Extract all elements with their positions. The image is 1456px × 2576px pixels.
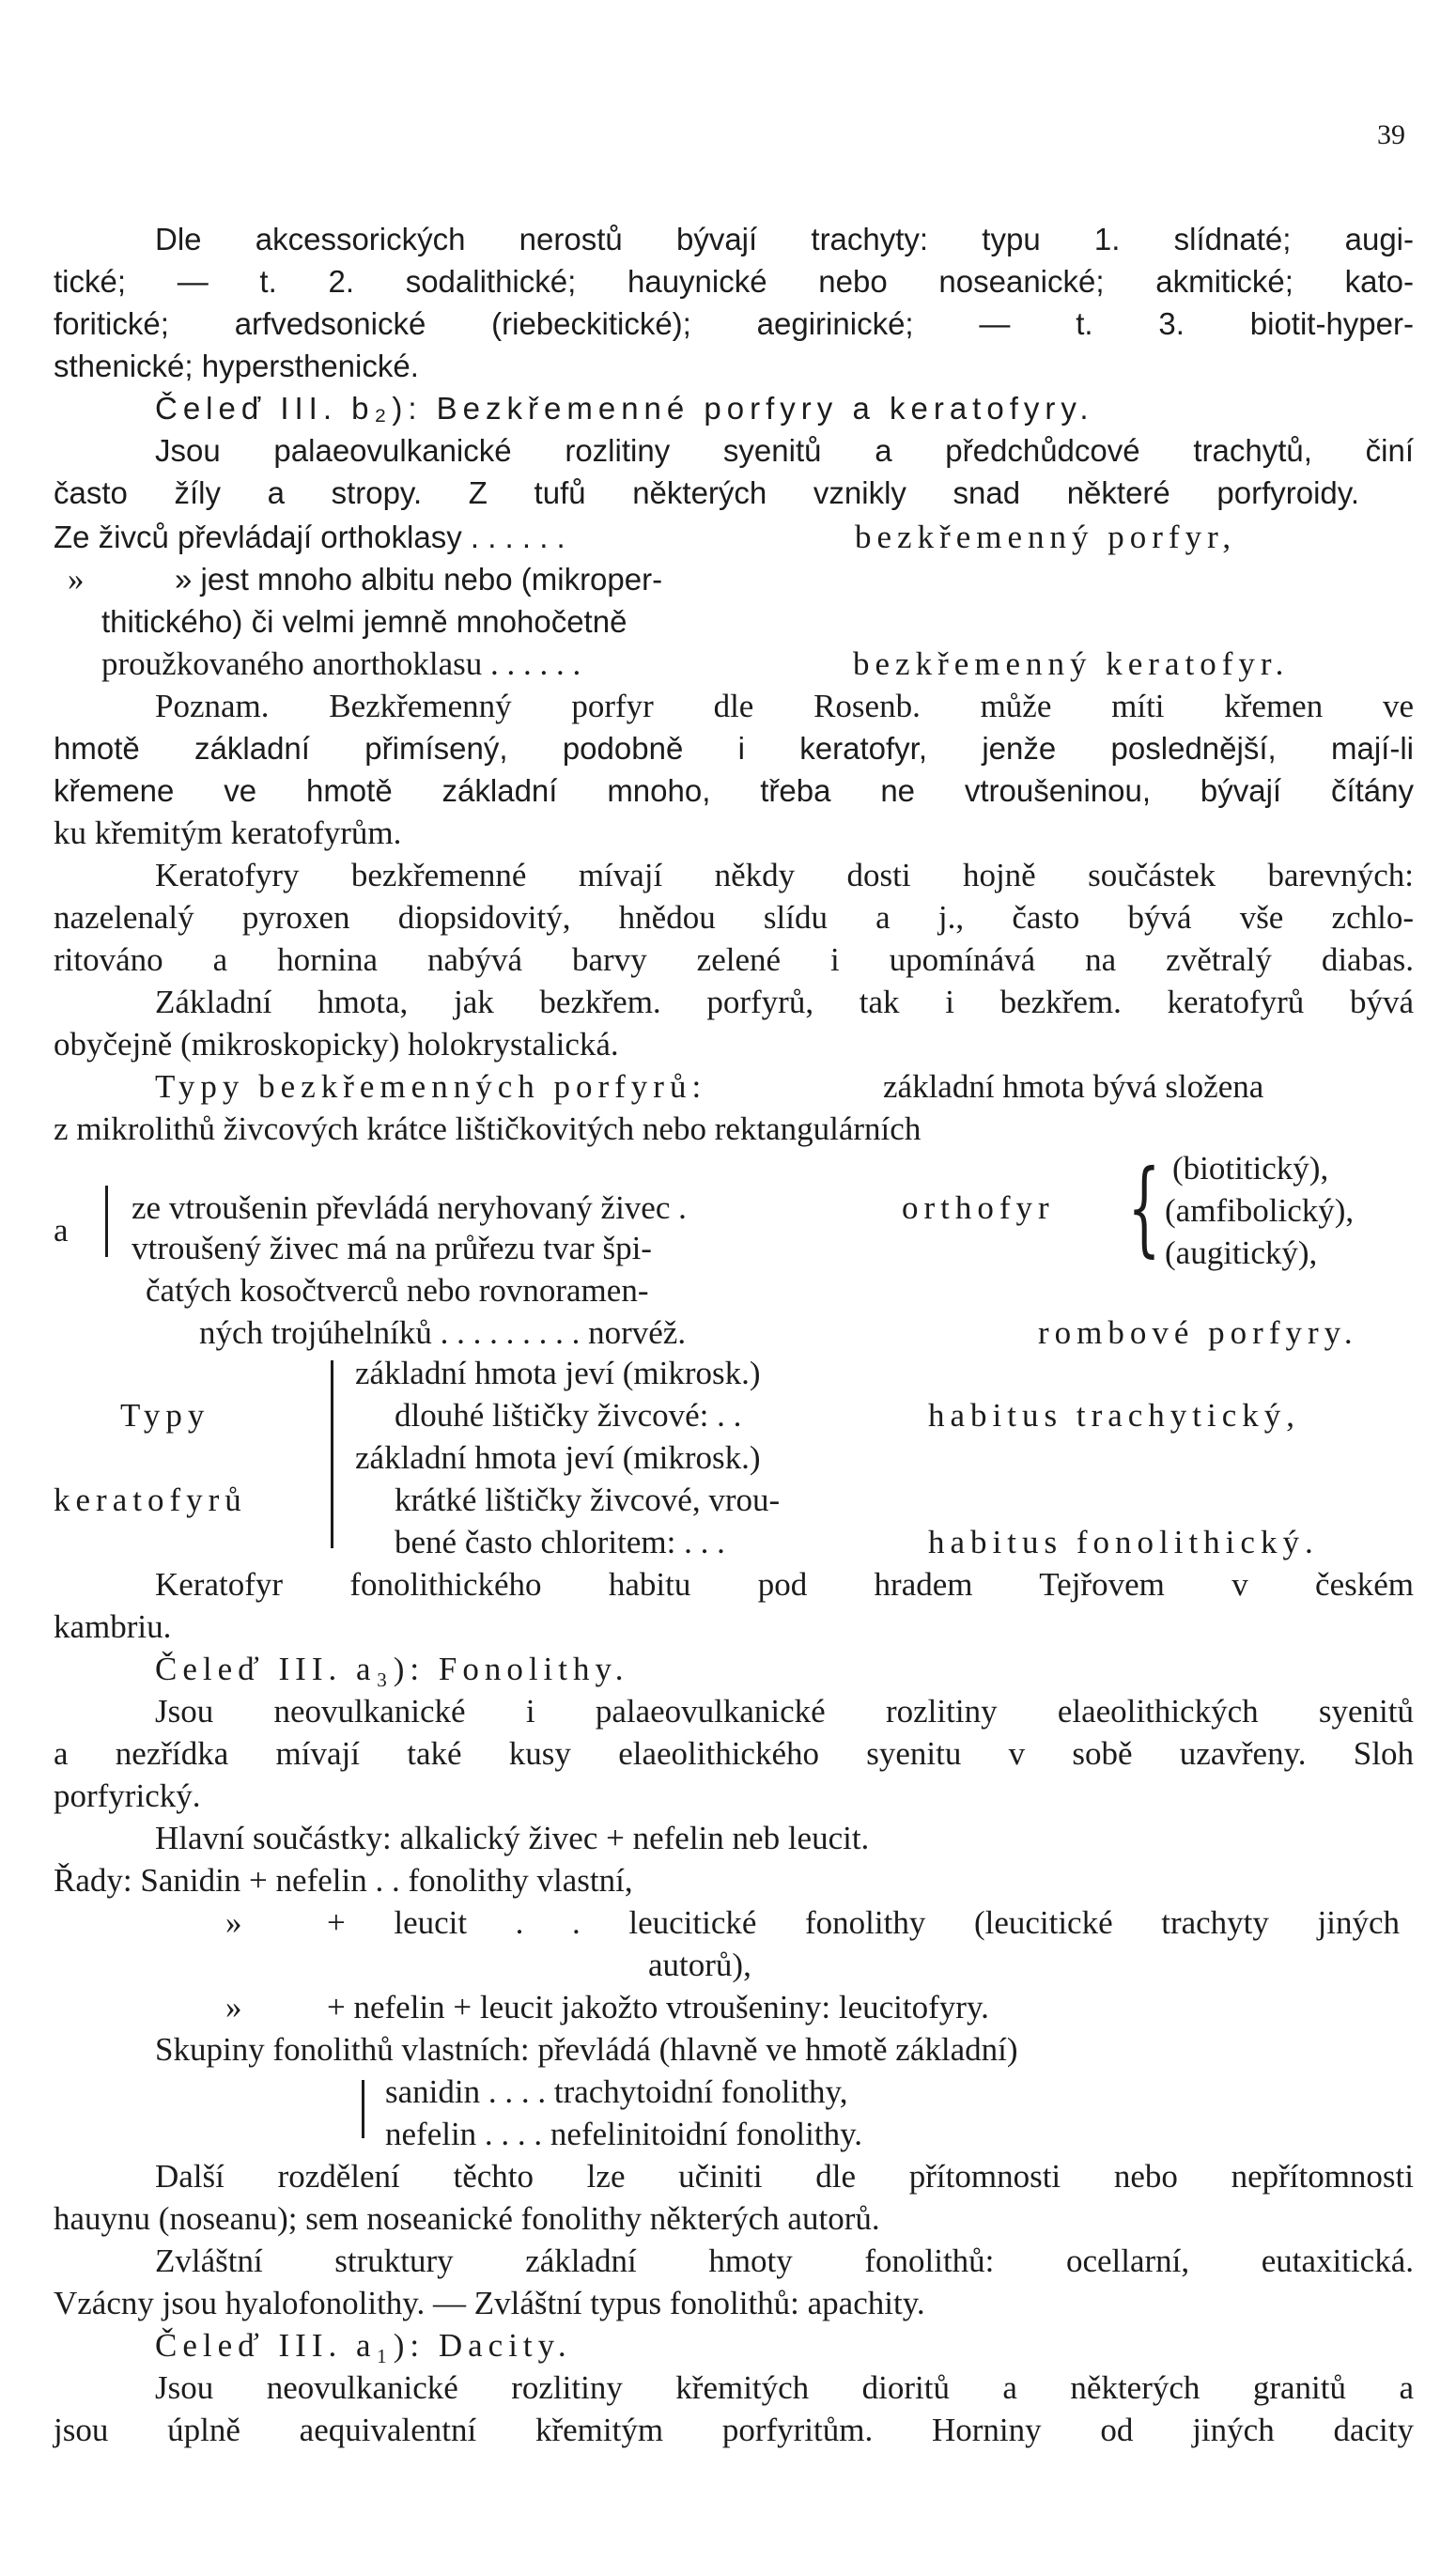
text-line: ze vtroušenin převládá neryhovaný živec . — [132, 1189, 687, 1226]
left-bracket — [105, 1186, 108, 1257]
group-label: keratofyrů — [54, 1482, 247, 1518]
text-line: jsou úplně aequivalentní křemitým porfyritům. Horniny od jiných dacity — [54, 2412, 1414, 2448]
text-line: thitického) či velmi jemně mnohočetně — [101, 604, 627, 639]
text-line: Jsou neovulkanické rozlitiny křemitých dioritů a některých granitů a — [155, 2369, 1414, 2406]
text-line: základní hmota bývá složena — [883, 1068, 1264, 1105]
text-line: ných trojúhelníků . . . . . . . . . norvéž. — [199, 1314, 687, 1351]
table-marker: a — [54, 1212, 69, 1249]
text-line: z mikrolithů živcových krátce lištičkovitých nebo rektangulárních — [54, 1110, 922, 1147]
text-line: krátké lištičky živcové, vrou- — [395, 1482, 781, 1518]
ditto-mark: » — [68, 561, 85, 597]
text-line: foritické; arfvedsonické (riebeckitické); aegirinické; — t. 3. biotit-hyper- — [54, 306, 1414, 341]
rock-name: orthofyr — [902, 1189, 1055, 1226]
keratofyr-brace — [331, 1360, 333, 1548]
text-line: často žíly a stropy. Z tufů některých vznikly snad některé porfyroidy. — [54, 475, 1359, 510]
text-line: + leucit . . leucitické fonolithy (leucitické trachyty jiných — [327, 1904, 1400, 1941]
group-label: Typy — [120, 1397, 210, 1434]
text-line: Keratofyry bezkřemenné mívají někdy dosti hojně součástek barevných: — [155, 857, 1414, 893]
text-line: tické; — t. 2. sodalithické; hauynické nebo noseanické; akmitické; kato- — [54, 264, 1414, 299]
text-line: nazelenalý pyroxen diopsidovitý, hnědou slídu a j., často bývá vše zchlo- — [54, 899, 1414, 936]
text-line: » jest mnoho albitu nebo (mikroper- — [175, 562, 663, 597]
text-line: Zvláštní struktury základní hmoty fonolithů: ocellarní, eutaxitická. — [155, 2242, 1414, 2279]
text-line: čatých kosočtverců nebo rovnoramen- — [146, 1272, 649, 1309]
type-label: (amfibolický), — [1165, 1192, 1355, 1229]
text-line: Skupiny fonolithů vlastních: převládá (hlavně ve hmotě základní) — [155, 2031, 1018, 2068]
rock-name: bezkřemenný porfyr, — [855, 519, 1237, 555]
text-line: hauynu (noseanu); sem noseanické fonolithy některých autorů. — [54, 2200, 880, 2237]
text-line: Poznam. Bezkřemenný porfyr dle Rosenb. může míti křemen ve — [155, 688, 1414, 724]
text-line: dlouhé lištičky živcové: . . — [395, 1397, 742, 1434]
ditto-mark: » — [225, 1989, 242, 2025]
text-line: hmotě základní přimísený, podobně i keratofyr, jenže poslednější, mají-li — [54, 731, 1414, 766]
text-line: sanidin . . . . trachytoidní fonolithy, — [385, 2073, 848, 2110]
right-brace: { — [1127, 1147, 1161, 1267]
text-line: kambriu. — [54, 1608, 172, 1645]
text-line: ritováno a hornina nabývá barvy zelené i upomínává na zvětralý diabas. — [54, 941, 1414, 978]
page-number: 39 — [1377, 119, 1405, 150]
habitus-name: habitus fonolithický. — [928, 1524, 1319, 1560]
text-line: proužkovaného anorthoklasu . . . . . . — [101, 645, 581, 682]
text-line: Řady: Sanidin + nefelin . . fonolithy vlastní, — [54, 1862, 633, 1899]
text-line: základní hmota jeví (mikrosk.) — [355, 1355, 761, 1391]
text-line: nefelin . . . . nefelinitoidní fonolithy. — [385, 2116, 863, 2152]
text-line: křemene ve hmotě základní mnoho, třeba ne vtroušeninou, bývají čítány — [54, 773, 1414, 808]
rock-name: rombové porfyry. — [1038, 1314, 1358, 1351]
text-line: Hlavní součástky: alkalický živec + nefelin neb leucit. — [155, 1820, 870, 1856]
text-line: Další rozdělení těchto lze učiniti dle přítomnosti nebo nepřítomnosti — [155, 2158, 1414, 2195]
text-line: Jsou palaeovulkanické rozlitiny syenitů a předchůdcové trachytů, činí — [155, 433, 1414, 468]
text-line: autorů), — [648, 1947, 751, 1983]
section-heading: Čeleď III. a₁): Dacity. — [155, 2327, 572, 2364]
text-line: ku křemitým keratofyrům. — [54, 815, 402, 851]
ditto-mark: » — [225, 1904, 242, 1941]
text-line: Vzácny jsou hyalofonolithy. — Zvláštní typus fonolithů: apachity. — [54, 2285, 925, 2321]
text-line: Jsou neovulkanické i palaeovulkanické rozlitiny elaeolithických syenitů — [155, 1693, 1414, 1730]
text-line: základní hmota jeví (mikrosk.) — [355, 1439, 761, 1476]
type-label: (biotitický), — [1172, 1150, 1329, 1187]
rock-name: bezkřemenný keratofyr. — [853, 645, 1290, 682]
text-line: vtroušený živec má na průřezu tvar špi- — [132, 1230, 652, 1266]
skupiny-bracket — [362, 2080, 364, 2138]
text-line: a nezřídka mívají také kusy elaeolithického syenitu v sobě uzavřeny. Sloh — [54, 1735, 1414, 1772]
text-line: Dle akcessorických nerostů bývají trachyty: typu 1. slídnaté; augi- — [155, 222, 1414, 256]
section-heading: Čeleď III. b₂): Bezkřemenné porfyry a keratofyry. — [155, 391, 1094, 426]
text-line: Ze živců převládají orthoklasy . . . . . . — [54, 520, 565, 554]
text-line: sthenické; hypersthenické. — [54, 349, 419, 383]
type-label: (augitický), — [1165, 1234, 1318, 1271]
text-line: bené často chloritem: . . . — [395, 1524, 725, 1560]
text-line: Základní hmota, jak bezkřem. porfyrů, tak i bezkřem. keratofyrů bývá — [155, 984, 1414, 1020]
section-heading: Typy bezkřemenných porfyrů: — [155, 1068, 707, 1105]
text-line: + nefelin + leucit jakožto vtroušeniny: leucitofyry. — [327, 1989, 989, 2025]
text-line: obyčejně (mikroskopicky) holokrystalická. — [54, 1026, 619, 1063]
text-line: Keratofyr fonolithického habitu pod hradem Tejřovem v českém — [155, 1566, 1414, 1603]
habitus-name: habitus trachytický, — [928, 1397, 1301, 1434]
section-heading: Čeleď III. a₃): Fonolithy. — [155, 1651, 629, 1687]
text-line: porfyrický. — [54, 1777, 201, 1814]
